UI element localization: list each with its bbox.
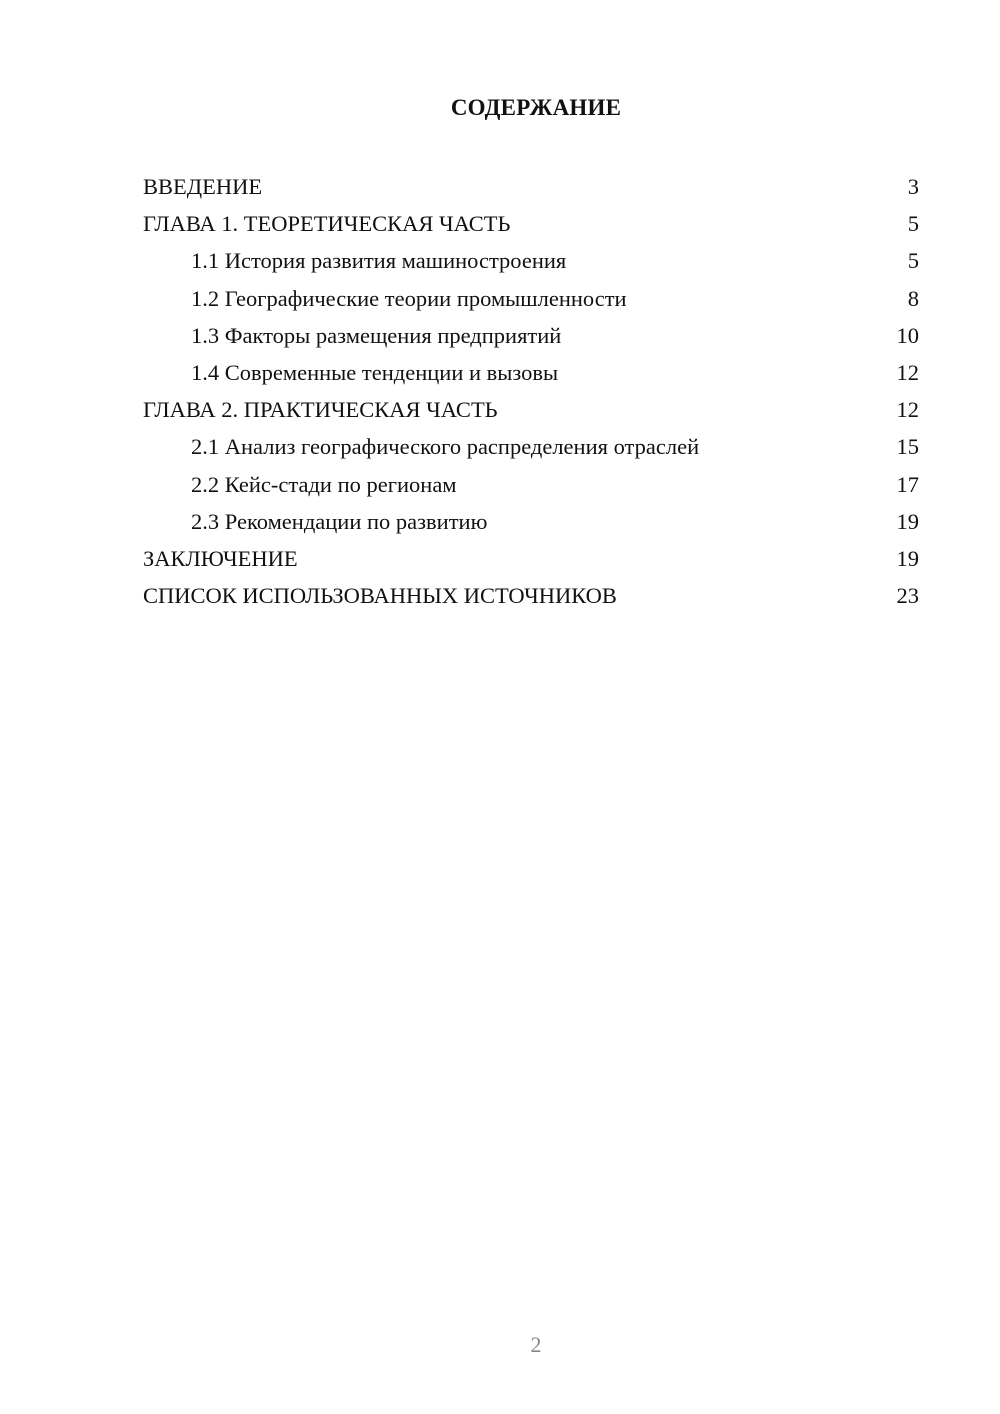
toc-entry-page: 23 (896, 583, 919, 609)
toc-entry-label: ГЛАВА 2. ПРАКТИЧЕСКАЯ ЧАСТЬ (143, 397, 498, 423)
toc-entry-section-2-3 (143, 503, 919, 540)
toc-entry-label: 1.1 История развития машиностроения (191, 248, 567, 274)
toc-entry-page: 19 (896, 545, 919, 571)
toc-entry-references (143, 577, 919, 614)
toc-entry-label: 1.4 Современные тенденции и вызовы (191, 359, 559, 385)
toc-entry-label: 1.2 Географические теории промышленности (191, 285, 627, 311)
toc-entry-label: 1.3 Факторы размещения предприятий (191, 322, 562, 348)
toc-entry-label: 2.2 Кейс-стади по регионам (191, 471, 457, 497)
toc-entry-conclusion (143, 540, 919, 577)
toc-entry-introduction (143, 168, 919, 205)
toc-entry-label: ВВЕДЕНИЕ (143, 174, 263, 199)
toc-entry-page: 5 (907, 211, 919, 237)
toc-entry-label: ЗАКЛЮЧЕНИЕ (143, 545, 298, 571)
toc-entry-section-1-4 (143, 354, 919, 391)
toc-entry-section-2-1 (143, 428, 919, 465)
toc-entry-section-1-1 (143, 242, 919, 279)
toc-entry-section-2-2 (143, 466, 919, 503)
toc-title: СОДЕРЖАНИЕ (450, 95, 622, 120)
toc-entry-label: ГЛАВА 1. ТЕОРЕТИЧЕСКАЯ ЧАСТЬ (143, 211, 511, 237)
toc-entry-label: 2.1 Анализ географического распределения отраслей (191, 434, 700, 460)
toc-entry-section-1-3 (143, 317, 919, 354)
toc-entry-chapter-2 (143, 391, 919, 428)
toc-entry-page: 12 (896, 397, 919, 423)
toc-entry-page: 17 (896, 471, 919, 497)
toc-entry-chapter-1 (143, 205, 919, 242)
page-number: 2 (530, 1332, 542, 1357)
toc-entry-label: 2.3 Рекомендации по развитию (191, 508, 488, 534)
toc-entry-page: 12 (896, 359, 919, 385)
toc-entry-section-1-2 (143, 280, 919, 317)
toc-entry-page: 3 (907, 174, 919, 199)
table-of-contents (143, 168, 919, 614)
toc-entry-page: 5 (907, 248, 919, 274)
toc-entry-page: 10 (896, 322, 919, 348)
toc-entry-label: СПИСОК ИСПОЛЬЗОВАННЫХ ИСТОЧНИКОВ (143, 583, 617, 609)
toc-entry-page: 19 (896, 508, 919, 534)
toc-entry-page: 8 (907, 285, 919, 311)
toc-entry-page: 15 (896, 434, 919, 460)
